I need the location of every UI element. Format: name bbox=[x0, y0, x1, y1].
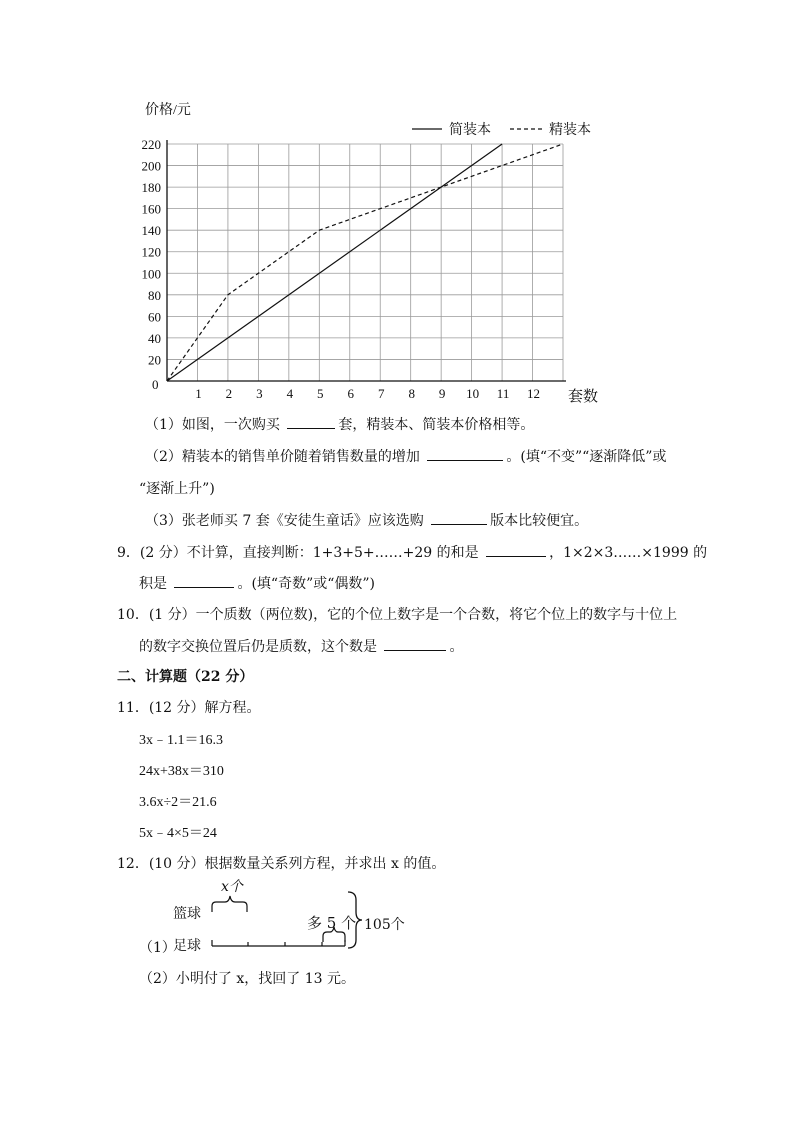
q12-football-label: 足球 bbox=[173, 938, 201, 954]
q9-line1 bbox=[117, 542, 707, 562]
y-tick-220: 220 bbox=[141, 137, 161, 152]
q9-answer-blank-2[interactable] bbox=[174, 573, 234, 588]
y-tick-labels bbox=[142, 137, 162, 367]
x-tick-12: 12 bbox=[527, 386, 541, 401]
y-tick-160: 160 bbox=[141, 201, 161, 217]
q9-text-a: 9．(2 分）不计算，直接判断：1+3+5+……+29 的和是 bbox=[117, 545, 484, 561]
y-axis-label: 价格/元 bbox=[145, 103, 191, 118]
q8-p1-text-a: （1）如图，一次购买 bbox=[145, 417, 285, 433]
y-tick-80: 80 bbox=[148, 287, 161, 303]
series-line-jingzhuang bbox=[167, 144, 563, 381]
q10-line1: 10．(1 分）一个质数（两位数)，它的个位上数字是一个合数，将它个位上的数字与十位上 bbox=[117, 607, 678, 623]
q11-equation-3: 3.6x÷2＝21.6 bbox=[139, 795, 217, 810]
chart-lines bbox=[167, 144, 563, 381]
x-tick-9: 9 bbox=[438, 386, 446, 401]
q10-text-c: 。 bbox=[449, 639, 464, 655]
q8-p1-text-b: 套，精装本、简装本价格相等。 bbox=[338, 417, 535, 433]
origin-label: 0 bbox=[152, 377, 159, 392]
q11-equation-1: 3x﹣1.1＝16.3 bbox=[139, 733, 223, 748]
price-chart bbox=[0, 0, 794, 420]
q8-part1 bbox=[145, 414, 534, 434]
q8-p2-text-b: 。(填“不变”“逐渐降低”或 bbox=[506, 449, 667, 465]
x-tick-7: 7 bbox=[377, 386, 385, 401]
x-axis-label: 套数 bbox=[568, 389, 599, 405]
q12-more5-label: 多 5 个 bbox=[307, 914, 357, 932]
q8-part3 bbox=[145, 510, 588, 530]
q9-answer-blank-1[interactable] bbox=[486, 542, 546, 557]
basketball-brace bbox=[212, 896, 247, 912]
y-tick-200: 200 bbox=[141, 158, 161, 174]
q8-p2-text-a: （2）精装本的销售单价随着销售数量的增加 bbox=[145, 449, 425, 465]
y-tick-100: 100 bbox=[141, 266, 161, 282]
y-tick-60: 60 bbox=[148, 309, 161, 325]
q8-p1-answer-blank[interactable] bbox=[287, 414, 335, 429]
q9-text-c: 积是 bbox=[139, 576, 172, 592]
x-tick-2: 2 bbox=[225, 386, 233, 401]
q12-title: 12．(10 分）根据数量关系列方程，并求出 x 的值。 bbox=[117, 856, 446, 872]
x-tick-1: 1 bbox=[195, 386, 202, 401]
x-tick-11: 11 bbox=[496, 386, 510, 401]
y-tick-140: 140 bbox=[141, 223, 161, 239]
q8-p2-answer-blank[interactable] bbox=[427, 446, 503, 461]
y-tick-180: 180 bbox=[141, 180, 161, 196]
x-tick-6: 6 bbox=[347, 386, 355, 401]
x-tick-10: 10 bbox=[466, 386, 480, 401]
q9-text-b: ，1×2×3……×1999 的 bbox=[549, 545, 708, 561]
q8-part2 bbox=[145, 446, 666, 466]
chart-axes bbox=[167, 140, 566, 381]
x-tick-8: 8 bbox=[408, 386, 415, 401]
q10-answer-blank[interactable] bbox=[384, 636, 446, 651]
x-tick-5: 5 bbox=[317, 386, 324, 401]
chart-grid bbox=[167, 144, 563, 381]
q9-line2 bbox=[139, 573, 375, 593]
q12-basketball-label: 篮球 bbox=[173, 906, 201, 922]
series-line-jianzhuang bbox=[167, 144, 502, 381]
q10-line2 bbox=[139, 636, 463, 656]
y-tick-20: 20 bbox=[148, 352, 161, 368]
q11-equation-4: 5x﹣4×5＝24 bbox=[139, 826, 217, 841]
q12-part1-marker: （1） bbox=[139, 940, 176, 956]
legend bbox=[412, 121, 591, 138]
x-tick-3: 3 bbox=[256, 386, 263, 401]
y-tick-40: 40 bbox=[148, 330, 161, 346]
legend-label-jianzhuang: 简装本 bbox=[449, 123, 491, 138]
q10-text-b: 的数字交换位置后仍是质数，这个数是 bbox=[139, 639, 382, 655]
q8-p3-text-a: （3）张老师买 7 套《安徒生童话》应该选购 bbox=[145, 513, 429, 529]
x-tick-4: 4 bbox=[286, 386, 294, 401]
q8-p3-text-b: 版本比较便宜。 bbox=[490, 513, 589, 529]
x-tick-labels bbox=[195, 386, 540, 401]
q12-x-label: x个 bbox=[221, 879, 243, 895]
q8-part2-cont: “逐渐上升”) bbox=[139, 481, 215, 497]
q9-text-d: 。(填“奇数”或“偶数”) bbox=[237, 576, 376, 592]
q12-part2: （2）小明付了 x，找回了 13 元。 bbox=[139, 971, 355, 987]
q8-p3-answer-blank[interactable] bbox=[431, 510, 487, 525]
legend-label-jingzhuang: 精装本 bbox=[549, 123, 591, 138]
y-tick-120: 120 bbox=[141, 244, 161, 260]
section-2-heading: 二、计算题（22 分） bbox=[117, 669, 254, 685]
q11-equation-2: 24x+38x＝310 bbox=[139, 764, 224, 779]
q11-title: 11．(12 分）解方程。 bbox=[117, 700, 261, 716]
q12-total-label: 105个 bbox=[364, 917, 405, 933]
